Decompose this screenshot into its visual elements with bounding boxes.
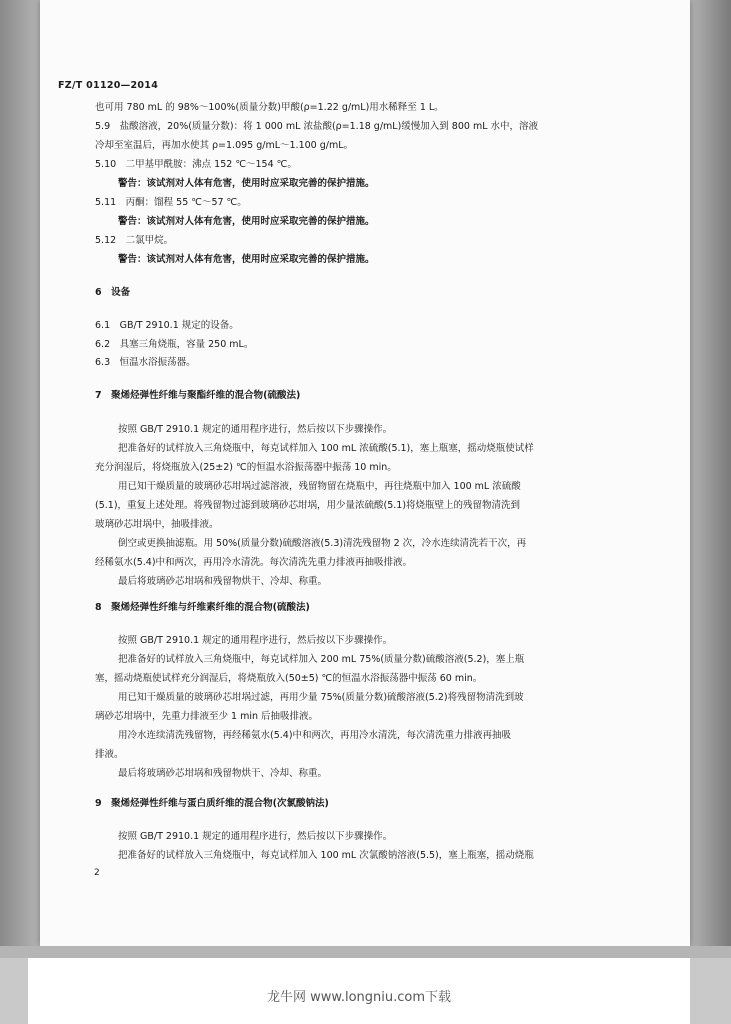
paragraph-line: 最后将玻璃砂芯坩埚和残留物烘干、冷却、称重。 [118,576,328,587]
section-heading-9: 9 聚烯烃弹性纤维与蛋白质纤维的混合物(次氯酸钠法) [95,798,329,809]
clause-5-12: 5.12 二氯甲烷。 [95,235,174,246]
section-heading-7: 7 聚烯烃弹性纤维与聚酯纤维的混合物(硫酸法) [95,390,301,401]
paragraph-line: 倒空或更换抽滤瓶。用 50%(质量分数)硫酸溶液(5.3)清洗残留物 2 次，冷水连续清洗若干次，再 [118,538,527,549]
page-gap [0,946,731,958]
watermark-text[interactable]: 龙牛网 www.longniu.com下载 [266,990,451,1005]
paragraph-line: 把准备好的试样放入三角烧瓶中，每克试样加入 200 mL 75%(质量分数)硫酸溶液(5.2)，塞上瓶 [118,654,525,665]
paragraph-line: 用已知干燥质量的玻璃砂芯坩埚过滤，再用少量 75%(质量分数)硫酸溶液(5.2)将残留物清洗到玻 [118,692,524,703]
page-number: 2 [94,868,100,878]
paragraph-line: 充分润湿后，将烧瓶放入(25±2) ℃的恒温水浴振荡器中振荡 10 min。 [95,462,397,473]
paragraph-line: 按照 GB/T 2910.1 规定的通用程序进行，然后按以下步骤操作。 [118,635,393,646]
text-line: 也可用 780 mL 的 98%～100%(质量分数)甲酸(ρ=1.22 g/mL)用水稀释至 1 L。 [95,102,444,113]
viewer-background-right [683,0,731,958]
paragraph-line: 最后将玻璃砂芯坩埚和残留物烘干、冷却、称重。 [118,768,328,779]
section-heading-8: 8 聚烯烃弹性纤维与纤维素纤维的混合物(硫酸法) [95,602,310,613]
section-heading-6: 6 设备 [95,287,131,298]
paragraph-line: 经稀氨水(5.4)中和两次，再用冷水清洗。每次清洗先重力排液再抽吸排液。 [95,557,413,568]
paragraph-line: 用冷水连续清洗残留物，再经稀氨水(5.4)中和两次，再用冷水清洗，每次清洗重力排液再抽吸 [118,730,512,741]
standard-code: FZ/T 01120—2014 [58,80,159,91]
text-line: 冷却至室温后，再加水使其 ρ=1.095 g/mL～1.100 g/mL。 [95,140,353,151]
paragraph-line: 把准备好的试样放入三角烧瓶中，每克试样加入 100 mL 次氯酸钠溶液(5.5)，塞上瓶塞，摇动烧瓶 [118,850,534,861]
paragraph-line: (5.1)，重复上述处理。将残留物过滤到玻璃砂芯坩埚，用少量浓硫酸(5.1)将烧瓶壁上的残留物清洗到 [95,500,521,511]
paragraph-line: 璃砂芯坩埚中，先重力排液至少 1 min 后抽吸排液。 [95,711,319,722]
paragraph-line: 按照 GB/T 2910.1 规定的通用程序进行，然后按以下步骤操作。 [118,424,393,435]
clause-5-11: 5.11 丙酮：馏程 55 ℃～57 ℃。 [95,197,247,208]
paragraph-line: 排液。 [95,749,124,760]
warning-text: 警告：该试剂对人体有危害，使用时应采取完善的保护措施。 [118,254,375,265]
paragraph-line: 塞，摇动烧瓶使试样充分润湿后，将烧瓶放入(50±5) ℃的恒温水浴振荡器中振荡 60 min。 [95,673,483,684]
download-footer [28,958,690,1024]
warning-text: 警告：该试剂对人体有危害，使用时应采取完善的保护措施。 [118,178,375,189]
paragraph-line: 用已知干燥质量的玻璃砂芯坩埚过滤溶液，残留物留在烧瓶中，再往烧瓶中加入 100 mL 浓硫酸 [118,481,521,492]
clause-6-3: 6.3 恒温水浴振荡器。 [95,357,196,368]
clause-6-2: 6.2 具塞三角烧瓶，容量 250 mL。 [95,339,254,350]
paragraph-line: 按照 GB/T 2910.1 规定的通用程序进行，然后按以下步骤操作。 [118,831,393,842]
clause-5-9: 5.9 盐酸溶液，20%(质量分数)：将 1 000 mL 浓盐酸(ρ=1.18 g/mL)缓慢加入到 800 mL 水中，溶液 [95,121,539,132]
clause-6-1: 6.1 GB/T 2910.1 规定的设备。 [95,320,239,331]
paragraph-line: 玻璃砂芯坩埚中，抽吸排液。 [95,519,219,530]
clause-5-10: 5.10 二甲基甲酰胺：沸点 152 ℃～154 ℃。 [95,159,297,170]
paragraph-line: 把准备好的试样放入三角烧瓶中，每克试样加入 100 mL 浓硫酸(5.1)，塞上瓶塞，摇动烧瓶使试样 [118,443,534,454]
warning-text: 警告：该试剂对人体有危害，使用时应采取完善的保护措施。 [118,216,375,227]
